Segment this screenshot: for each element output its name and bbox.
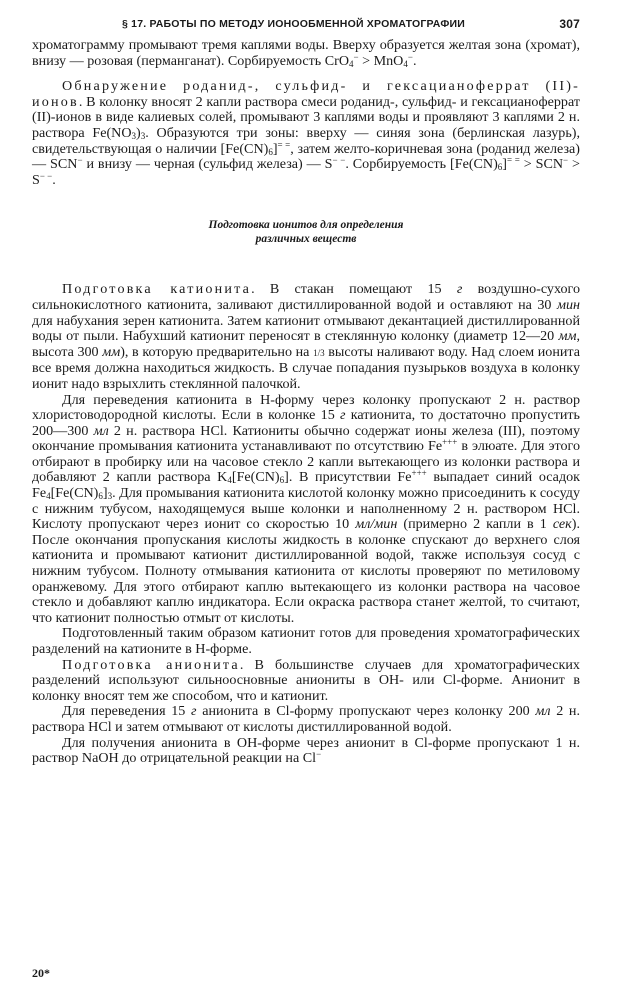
spaced-term: Подготовка катионита xyxy=(62,281,252,298)
paragraph-ready: Подготовленный таким образом катионит готов для проведения хроматографических разделений на катионите в Н-форме. xyxy=(32,625,580,657)
paragraph-oh-form: Для получения анионита в ОН-форме через анионит в Cl-форме пропускают 1 н. раствор NaOH до отрицательной реакции на Cl− xyxy=(32,734,580,767)
page-number: 307 xyxy=(559,17,580,31)
section-title: § 17. РАБОТЫ ПО МЕТОДУ ИОНООБМЕННОЙ ХРОМАТОГРАФИИ xyxy=(122,18,465,30)
paragraph-h-form: Для переведения катионита в Н-форму через колонку пропускают 2 н. раствор хлористоводородной кислоты. Если в колонке 15 г катионита, то достаточно пропустить 200—300 мл 2 н. раствора HCl. Катиониты обычно содержат ионы железа (III), поэтому окончание промывания катионита устанавливают по отсутствию Fe+++ в элюате. Для этого отбирают в пробирку или на часовое стекло 2 капли вытекающего из колонки раствора и добавляют 2 капли раствора $K_4[Fe(CN)_6]$. В присутствии Fe+++ выпадает синий осадок $Fe_4[Fe(CN)_6]_3$. Для промывания катионита кислотой колонку можно присоединить к сосуду с нижним тубусом, находящемуся выше колонки и наполненному 2 н. раствором HCl. Кислоту пропускают через ионит со скоростью 10 мл/мин (примерно 2 капли в 1 сек). После окончания пропускания кислоты жидкость в колонке спускают до верхнего слоя катионита и промывают катионит дистиллированной водой, также используя сосуд с нижним тубусом. Полноту отмывания катионита от кислоты проверяют по метиловому оранжевому. Для этого отбирают каплю вытекающего из колонки раствора на часовое стекло и добавляют каплю индикатора. Если окраска раствора станет желтой, то считают, что катионит полностью отмыт от кислоты. xyxy=(32,391,581,626)
running-header xyxy=(32,14,580,38)
paragraph-detection: Обнаружение роданид-, сульфид- и гексацианоферрат (II)-ионов. В колонку вносят 2 капли раствора смеси роданид-, сульфид- и гексацианоферрат (II)-ионов в виде калиевых солей, промывают 3 каплями воды и проявляют 3 каплями 2 н. раствора $Fe(NO_3)_3$. Образуются три зоны: вверху — синяя зона (берлинская лазурь), свидетельствующая о наличии $[Fe(CN)_6]^{= =}$, затем желто-коричневая зона (роданид железа) — SCN− и внизу — черная (сульфид железа) — S− −. Сорбируемость $[Fe(CN)_6]^{= =} > SCN^- > S^{- -}$. xyxy=(32,78,581,188)
signature-mark: 20* xyxy=(32,966,50,980)
spaced-term: Обнаружение роданид-, сульфид- и гексацианоферрат (II)-ионов xyxy=(32,78,580,110)
paragraph-chromatogram: хроматограмму промывают тремя каплями воды. Вверху образуется желтая зона (хромат), внизу — розовая (перманганат). Сорбируемость CrO$_4$− > MnO$_4$−. xyxy=(32,37,580,69)
spaced-term: Подготовка анионита xyxy=(62,656,240,673)
heading-line-2: различных веществ xyxy=(255,233,357,246)
section-heading xyxy=(32,218,580,246)
book-page xyxy=(32,14,580,767)
paragraph-cation-prep: Подготовка катионита. В стакан помещают 15 г воздушно-сухого сильнокислотного катионита, заливают дистиллированной водой и оставляют на 30 мин для набухания зерен катионита. Затем катионит отмывают декантацией дистиллированной воды от пыли. Набухший катионит переносят в стеклянную колонку (диаметр 12—20 мм, высота 300 мм), в которую предварительно на 1/3 высоты наливают воду. Над слоем ионита все время должна находиться жидкость. В случае попадания пузырьков воздуха в колонку ионит надо взрыхлить стеклянной палочкой. xyxy=(32,281,581,392)
paragraph-cl-form: Для переведения 15 г анионита в Cl-форму пропускают через колонку 200 мл 2 н. раствора HCl и затем отмывают от кислоты дистиллированной водой. xyxy=(32,703,580,735)
heading-line-1: Подготовка ионитов для определения xyxy=(208,219,404,232)
paragraph-anion-prep: Подготовка анионита. В большинстве случаев для хроматографических разделений используют сильноосновные аниониты в ОН- или Cl-форме. Анионит в колонку вносят тем же способом, что и катионит. xyxy=(32,656,580,704)
